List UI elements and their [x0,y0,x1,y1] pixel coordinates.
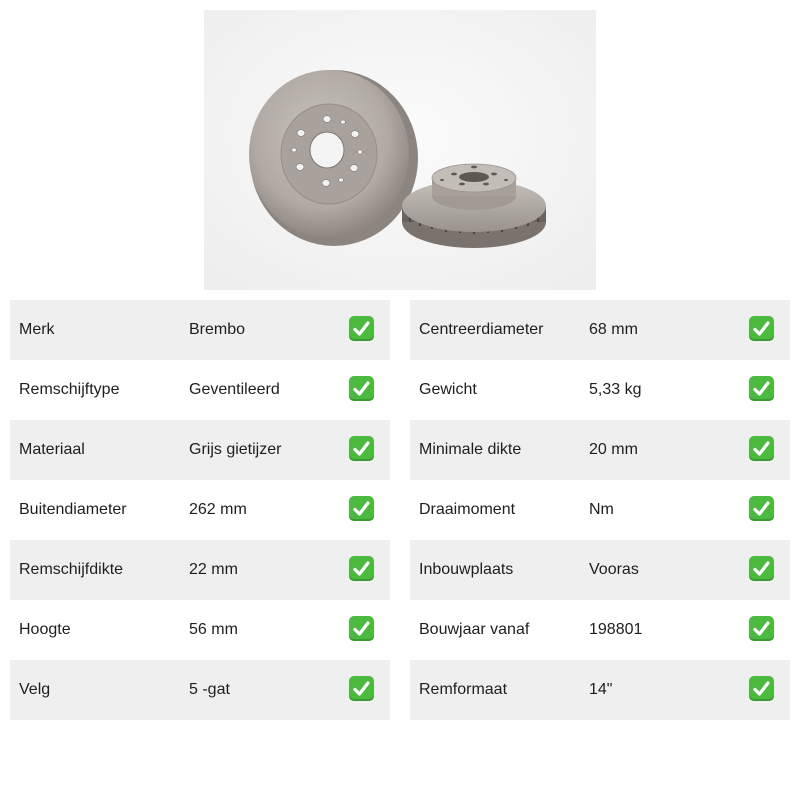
spec-label: Bouwjaar vanaf [419,621,530,638]
spec-label: Velg [19,681,51,698]
spec-row [410,360,790,420]
check-mark-icon [349,436,374,461]
check-mark-icon [349,676,374,701]
spec-row [10,660,390,720]
spec-row [10,360,390,420]
spec-row [410,300,790,360]
spec-label: Draaimoment [419,501,516,518]
spec-row [10,300,390,360]
spec-value: 5,33 kg [589,381,642,398]
check-mark-icon [749,616,774,641]
spec-label: Remformaat [419,681,508,698]
spec-label: Hoogte [19,621,71,638]
spec-row [410,480,790,540]
check-mark-icon [749,376,774,401]
spec-label: Merk [19,321,55,338]
spec-label: Materiaal [19,441,85,458]
spec-value: Vooras [589,561,639,578]
spec-row [410,600,790,660]
spec-label: Gewicht [419,381,477,398]
product-photo [204,10,596,290]
spec-value: Grijs gietijzer [189,441,282,458]
check-mark-icon [349,376,374,401]
spec-label: Inbouwplaats [419,561,514,578]
check-mark-icon [749,316,774,341]
check-mark-icon [749,676,774,701]
spec-label: Buitendiameter [19,501,127,518]
spec-row [410,540,790,600]
spec-row [410,420,790,480]
spec-label: Minimale dikte [419,441,522,458]
check-mark-icon [349,616,374,641]
spec-value: 262 mm [189,501,247,518]
spec-value: 56 mm [189,621,238,638]
check-mark-icon [349,496,374,521]
spec-value: 22 mm [189,561,238,578]
spec-label: Centreerdiameter [419,321,544,338]
check-mark-icon [349,316,374,341]
spec-value: Nm [589,501,614,518]
spec-row [10,420,390,480]
check-mark-icon [749,496,774,521]
spec-label: Remschijfdikte [19,561,124,578]
check-mark-icon [749,556,774,581]
check-mark-icon [749,436,774,461]
spec-value: Geventileerd [189,381,280,398]
spec-value: Brembo [189,321,246,338]
specs-table-left [10,300,390,720]
spec-value: 68 mm [589,321,638,338]
check-mark-icon [349,556,374,581]
spec-row [410,660,790,720]
spec-value: 20 mm [589,441,638,458]
spec-value: 5 -gat [189,681,230,698]
spec-row [10,480,390,540]
spec-label: Remschijftype [19,381,120,398]
spec-value: 14" [589,681,613,698]
spec-row [10,540,390,600]
specs-table-right [410,300,790,720]
spec-value: 198801 [589,621,643,638]
spec-row [10,600,390,660]
